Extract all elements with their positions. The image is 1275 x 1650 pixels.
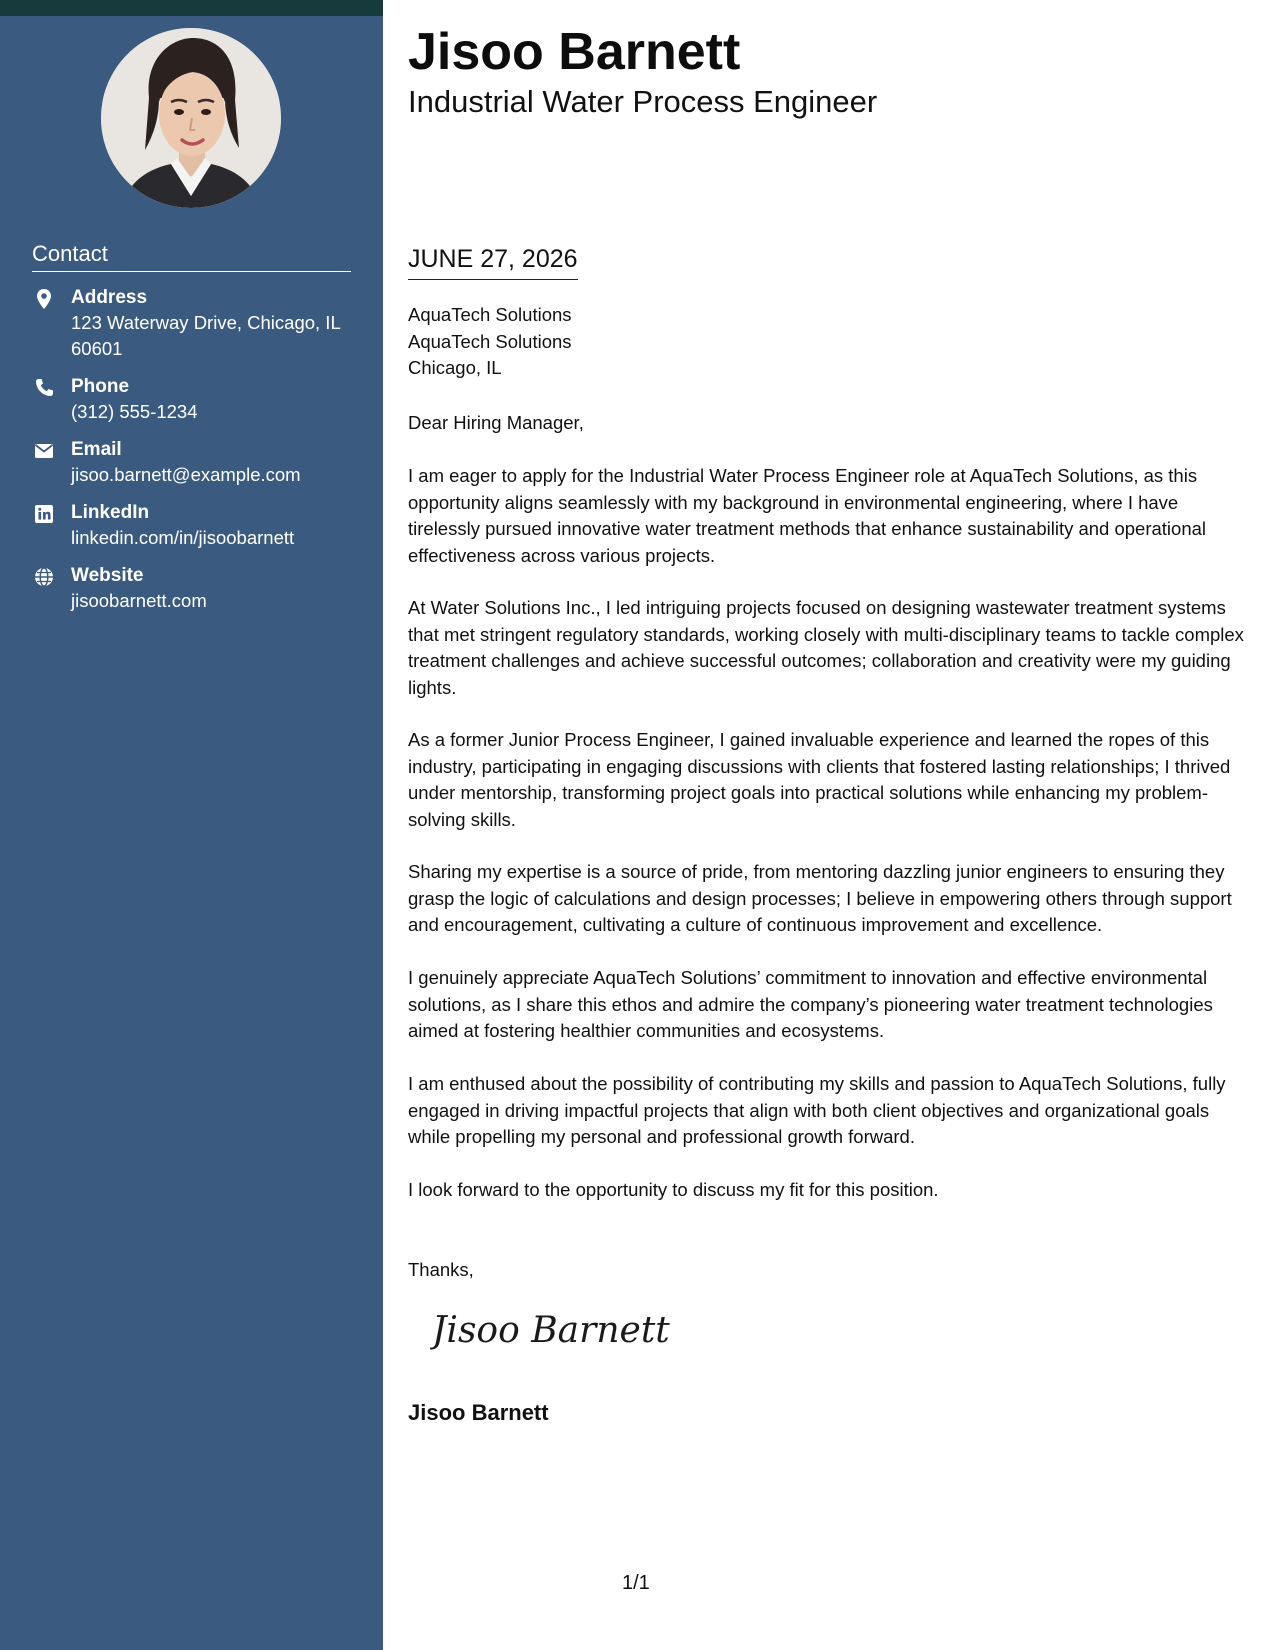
contact-address-value: 123 Waterway Drive, Chicago, IL 60601 [71,312,341,359]
paragraph-5: I genuinely appreciate AquaTech Solutions’ commitment to innovation and effective environmental solutions, as I share this ethos and admire the company’s pioneering water treatment technologies aimed at fostering healthier communities and ecosystems. [408,967,1213,1041]
contact-email-label: Email [71,439,122,460]
job-title: Industrial Water Process Engineer [408,84,878,119]
contact-linkedin-value[interactable]: linkedin.com/in/jisoobarnett [71,527,295,548]
phone-icon [32,376,56,400]
sidebar [0,0,383,1650]
closing: Thanks, [408,1259,474,1280]
contact-address-label: Address [71,287,148,308]
globe-icon [32,565,56,589]
contact-website-value[interactable]: jisoobarnett.com [71,590,207,611]
profile-photo-illustration [101,28,281,208]
contact-website-label: Website [71,565,144,586]
contact-heading: Contact [32,240,351,272]
signature-text: Jisoo Barnett [432,1310,670,1351]
contact-linkedin-label: LinkedIn [71,502,150,523]
paragraph-4: Sharing my expertise is a source of pride, from mentoring dazzling junior engineers to ensuring they grasp the logic of calculations and design processes; I believe in empowering others through support and encouragement, cultivating a culture of continuous improvement and excellence. [408,861,1232,935]
recipient-line: AquaTech Solutions [408,304,572,325]
profile-photo [101,28,281,208]
linkedin-icon [32,502,56,526]
envelope-icon [32,439,56,463]
page-number: 1/1 [622,1572,650,1594]
contact-email-value[interactable]: jisoo.barnett@example.com [71,464,301,485]
contact-phone-label: Phone [71,376,130,397]
paragraph-1: I am eager to apply for the Industrial Water Process Engineer role at AquaTech Solutions, as this opportunity aligns seamlessly with my background in environmental engineering, where I have tirelessly pursued innovative water treatment methods that enhance sustainability and operational effectiveness across various projects. [408,465,1207,566]
location-pin-icon [32,287,56,311]
recipient-block [408,302,572,382]
recipient-line: Chicago, IL [408,357,502,378]
paragraph-6: I am enthused about the possibility of contributing my skills and passion to AquaTech Solutions, fully engaged in driving impactful projects that align with both client objectives and organizational goals while propelling my personal and professional growth forward. [408,1073,1226,1147]
signed-name: Jisoo Barnett [408,1400,549,1425]
salutation: Dear Hiring Manager, [408,412,584,433]
sidebar-top-bar [0,0,383,16]
paragraph-7: I look forward to the opportunity to discuss my fit for this position. [408,1179,939,1200]
handwritten-signature [430,1300,670,1360]
paragraph-3: As a former Junior Process Engineer, I gained invaluable experience and learned the ropes of this industry, participating in engaging discussions with clients that fostered lasting relationships; I thrived under mentorship, transforming project goals into practical solutions while enhancing my problem-solving skills. [408,729,1231,830]
contact-phone-value: (312) 555-1234 [71,401,198,422]
letter-date: JUNE 27, 2026 [408,242,578,280]
applicant-name: Jisoo Barnett [408,23,741,81]
paragraph-2: At Water Solutions Inc., I led intriguing projects focused on designing wastewater treatment systems that met stringent regulatory standards, working closely with multi-disciplinary teams to tackle complex treatment challenges and achieve successful outcomes; collaboration and creativity were my guiding lights. [408,597,1244,698]
recipient-line: AquaTech Solutions [408,330,572,352]
